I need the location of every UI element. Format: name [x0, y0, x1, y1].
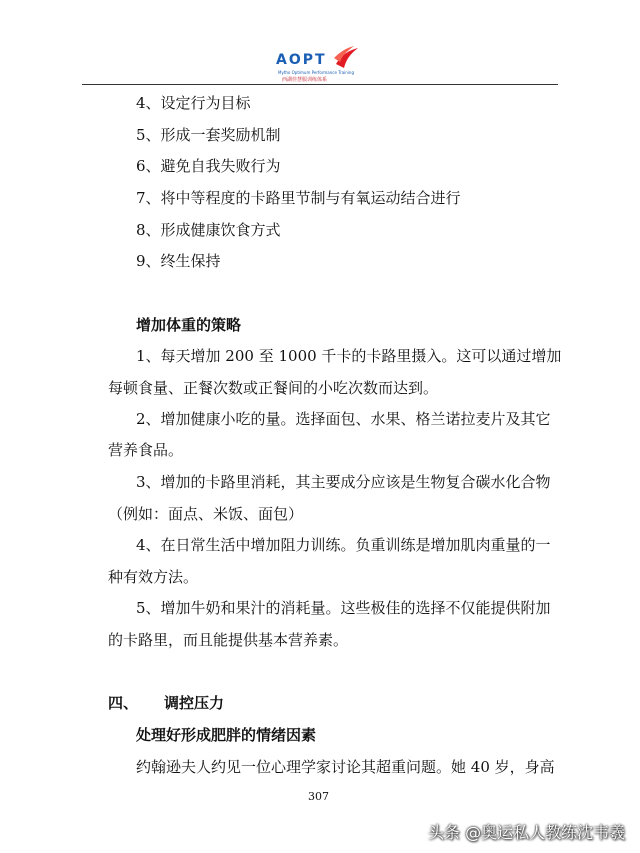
- list-item: 9、终生保持: [136, 252, 221, 270]
- section-heading-stress: 调控压力: [164, 694, 225, 712]
- paragraph-line: 4、在日常生活中增加阻力训练。负重训练是增加肌肉重量的一: [136, 536, 551, 554]
- paragraph-line: 种有效方法。: [108, 568, 199, 586]
- paragraph-line: 每顿食量、正餐次数或正餐间的小吃次数而达到。: [108, 379, 439, 397]
- logo-chinese-subtitle: 西湖佳慧服训练体系: [282, 77, 328, 83]
- list-item: 4、设定行为目标: [136, 94, 251, 112]
- section-heading-gain: 增加体重的策略: [136, 316, 242, 334]
- paragraph-line: 3、增加的卡路里消耗，其主要成分应该是生物复合碳水化合物: [136, 473, 551, 491]
- page-number: 307: [308, 790, 329, 803]
- logo-subtitle: Mytho Optimum Performance Training: [278, 70, 355, 75]
- paragraph-line: （例如：面点、米饭、面包）: [108, 505, 304, 523]
- paragraph-line: 营养食品。: [108, 441, 184, 459]
- list-item: 7、将中等程度的卡路里节制与有氧运动结合进行: [136, 189, 461, 207]
- subheading: 处理好形成肥胖的情绪因素: [136, 726, 317, 744]
- section-number: 四、: [108, 694, 139, 712]
- paragraph-line: 2、增加健康小吃的量。选择面包、水果、格兰诺拉麦片及其它: [136, 410, 551, 428]
- paragraph-line: 5、增加牛奶和果汁的消耗量。这些极佳的选择不仅能提供附加: [136, 599, 551, 617]
- header-divider: [82, 84, 558, 85]
- logo-swoosh-icon: [332, 44, 360, 70]
- list-item: 6、避免自我失败行为: [136, 157, 281, 175]
- paragraph-line: 1、每天增加 200 至 1000 千卡的卡路里摄入。这可以通过增加: [136, 347, 562, 365]
- paragraph-line: 的卡路里，而且能提供基本营养素。: [108, 631, 349, 649]
- list-item: 8、形成健康饮食方式: [136, 221, 281, 239]
- paragraph-line: 约翰逊夫人约见一位心理学家讨论其超重问题。她 40 岁，身高: [136, 758, 555, 776]
- header-logo: [276, 42, 366, 84]
- list-item: 5、形成一套奖励机制: [136, 126, 281, 144]
- logo-text: AOPT: [276, 52, 327, 68]
- watermark: 头条 @奥运私人教练沈韦羲: [428, 823, 626, 842]
